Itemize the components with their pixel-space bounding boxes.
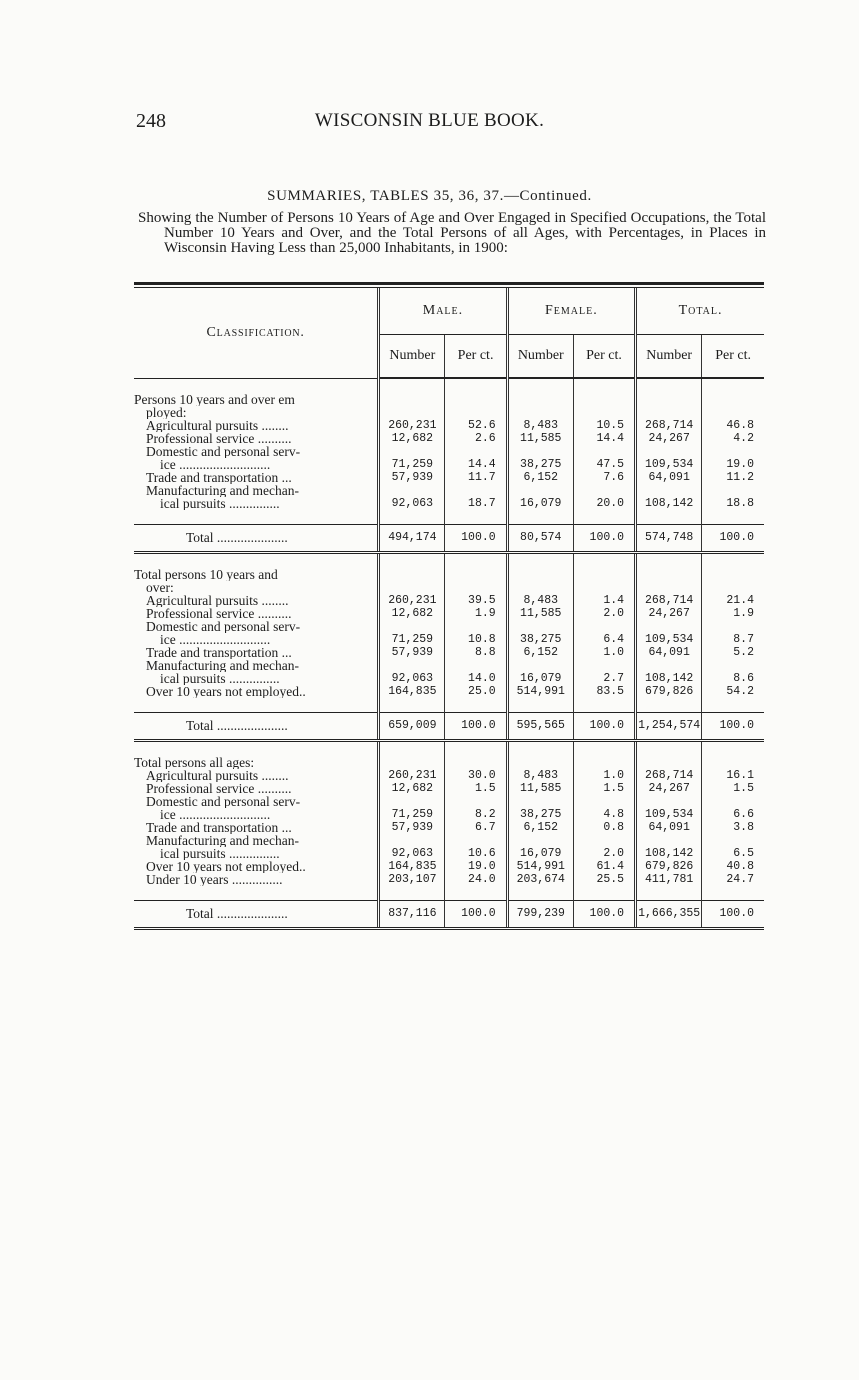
total-label: Total ..................... <box>134 900 379 928</box>
female-number-cell: 514,991 <box>507 860 573 873</box>
row-label-continued: ical pursuits ............... <box>160 846 280 860</box>
empty-cell <box>702 510 764 525</box>
male-percent-cell: 11.7 <box>445 471 507 484</box>
empty-cell <box>445 698 507 713</box>
female-percent-cell: 2.0 <box>573 607 635 620</box>
row-label-continued: ice ........................... <box>160 632 271 646</box>
female-number-cell: 799,239 <box>507 900 573 928</box>
row-label: Trade and transportation ... <box>146 470 292 484</box>
female-percent-cell: 0.8 <box>573 821 635 834</box>
empty-cell <box>507 552 573 581</box>
total-percent-cell: 1.9 <box>702 607 764 620</box>
empty-cell <box>702 795 764 808</box>
male-number-cell: 92,063 <box>379 497 445 510</box>
empty-cell <box>507 378 573 406</box>
male-percent-cell: 25.0 <box>445 685 507 698</box>
female-percent-cell: 61.4 <box>573 860 635 873</box>
total-percent-cell: 19.0 <box>702 458 764 471</box>
empty-cell <box>573 552 635 581</box>
total-number-header: Number <box>636 335 702 379</box>
total-number-cell: 1,666,355 <box>636 900 702 928</box>
female-percent-cell: 83.5 <box>573 685 635 698</box>
female-number-cell: 8,483 <box>507 769 573 782</box>
table-row <box>134 620 764 633</box>
empty-cell <box>573 886 635 901</box>
female-percent-cell: 1.0 <box>573 646 635 659</box>
empty-cell <box>445 378 507 406</box>
spacer-cell <box>134 698 379 713</box>
empty-cell <box>379 445 445 458</box>
male-number-cell: 837,116 <box>379 900 445 928</box>
empty-cell <box>573 406 635 419</box>
empty-cell <box>573 834 635 847</box>
empty-cell <box>507 484 573 497</box>
total-number-cell: 411,781 <box>636 873 702 886</box>
empty-cell <box>702 698 764 713</box>
male-number-cell: 92,063 <box>379 672 445 685</box>
page-number: 248 <box>136 110 166 132</box>
female-number-cell: 11,585 <box>507 432 573 445</box>
male-percent-cell: 24.0 <box>445 873 507 886</box>
empty-cell <box>702 378 764 406</box>
male-percent-cell: 2.6 <box>445 432 507 445</box>
male-number-cell: 659,009 <box>379 712 445 740</box>
empty-cell <box>573 581 635 594</box>
table-row <box>134 821 764 834</box>
male-percent-cell: 18.7 <box>445 497 507 510</box>
empty-cell <box>379 406 445 419</box>
total-percent-cell: 46.8 <box>702 419 764 432</box>
row-label: Manufacturing and mechan- <box>146 483 299 497</box>
male-percent-cell: 10.6 <box>445 847 507 860</box>
male-percent-cell: 6.7 <box>445 821 507 834</box>
male-percent-cell: 1.9 <box>445 607 507 620</box>
total-percent-cell: 54.2 <box>702 685 764 698</box>
empty-cell <box>636 552 702 581</box>
section-title-row <box>134 406 764 419</box>
table-row <box>134 847 764 860</box>
empty-cell <box>636 740 702 769</box>
empty-cell <box>445 620 507 633</box>
empty-cell <box>445 886 507 901</box>
female-percent-cell: 2.7 <box>573 672 635 685</box>
total-percent-cell: 16.1 <box>702 769 764 782</box>
section-title-row <box>134 378 764 406</box>
empty-cell <box>507 740 573 769</box>
row-label: Professional service .......... <box>146 431 292 445</box>
section-title-row <box>134 581 764 594</box>
female-number-cell: 514,991 <box>507 685 573 698</box>
empty-cell <box>445 552 507 581</box>
empty-cell <box>573 510 635 525</box>
empty-cell <box>507 659 573 672</box>
empty-cell <box>636 698 702 713</box>
total-number-cell: 64,091 <box>636 646 702 659</box>
male-number-cell: 494,174 <box>379 524 445 552</box>
empty-cell <box>379 740 445 769</box>
empty-cell <box>573 445 635 458</box>
section-title: Total persons 10 years and <box>134 566 278 581</box>
total-percent-cell: 11.2 <box>702 471 764 484</box>
table-row <box>134 808 764 821</box>
spacer-row <box>134 698 764 713</box>
total-percent-cell: 21.4 <box>702 594 764 607</box>
total-percent-cell: 18.8 <box>702 497 764 510</box>
empty-cell <box>573 378 635 406</box>
male-number-cell: 203,107 <box>379 873 445 886</box>
empty-cell <box>573 795 635 808</box>
row-label: Professional service .......... <box>146 606 292 620</box>
female-percent-cell: 20.0 <box>573 497 635 510</box>
female-number-cell: 16,079 <box>507 497 573 510</box>
total-row <box>134 524 764 552</box>
empty-cell <box>702 445 764 458</box>
table-row <box>134 795 764 808</box>
empty-cell <box>573 740 635 769</box>
row-label: Agricultural pursuits ........ <box>146 768 289 782</box>
row-label: Over 10 years not employed.. <box>146 684 306 698</box>
empty-cell <box>379 552 445 581</box>
empty-cell <box>379 834 445 847</box>
male-number-cell: 12,682 <box>379 432 445 445</box>
table-row <box>134 769 764 782</box>
total-number-cell: 108,142 <box>636 847 702 860</box>
male-header: Male. <box>379 288 507 335</box>
table-row <box>134 782 764 795</box>
female-number-cell: 11,585 <box>507 607 573 620</box>
male-number-cell: 71,259 <box>379 808 445 821</box>
empty-cell <box>507 834 573 847</box>
male-number-cell: 71,259 <box>379 633 445 646</box>
male-percent-cell: 14.0 <box>445 672 507 685</box>
table-row <box>134 607 764 620</box>
female-percent-cell: 100.0 <box>573 900 635 928</box>
table-row <box>134 646 764 659</box>
female-number-cell: 16,079 <box>507 847 573 860</box>
table-row <box>134 860 764 873</box>
empty-cell <box>445 581 507 594</box>
total-number-cell: 268,714 <box>636 594 702 607</box>
row-label: Under 10 years ............... <box>146 872 283 886</box>
row-label: Agricultural pursuits ........ <box>146 593 289 607</box>
female-number-cell: 80,574 <box>507 524 573 552</box>
female-percent-cell: 100.0 <box>573 524 635 552</box>
table-row <box>134 873 764 886</box>
empty-cell <box>379 795 445 808</box>
male-percent-cell: 8.2 <box>445 808 507 821</box>
empty-cell <box>507 510 573 525</box>
female-header: Female. <box>507 288 635 335</box>
male-number-header: Number <box>379 335 445 379</box>
total-percent-cell: 100.0 <box>702 524 764 552</box>
empty-cell <box>379 510 445 525</box>
total-number-cell: 109,534 <box>636 808 702 821</box>
male-number-cell: 57,939 <box>379 821 445 834</box>
row-label: Professional service .......... <box>146 781 292 795</box>
male-number-cell: 92,063 <box>379 847 445 860</box>
running-title: WISCONSIN BLUE BOOK. <box>314 110 545 131</box>
female-percent-header: Per ct. <box>573 335 635 379</box>
total-percent-cell: 4.2 <box>702 432 764 445</box>
empty-cell <box>445 659 507 672</box>
row-label: Trade and transportation ... <box>146 645 292 659</box>
empty-cell <box>702 659 764 672</box>
female-number-cell: 8,483 <box>507 419 573 432</box>
empty-cell <box>445 484 507 497</box>
total-percent-cell: 24.7 <box>702 873 764 886</box>
female-percent-cell: 47.5 <box>573 458 635 471</box>
empty-cell <box>636 834 702 847</box>
empty-cell <box>507 581 573 594</box>
male-percent-cell: 8.8 <box>445 646 507 659</box>
section-title-row <box>134 552 764 581</box>
empty-cell <box>702 552 764 581</box>
female-number-cell: 11,585 <box>507 782 573 795</box>
male-number-cell: 164,835 <box>379 685 445 698</box>
row-label-continued: ice ........................... <box>160 807 271 821</box>
total-number-cell: 24,267 <box>636 782 702 795</box>
empty-cell <box>379 581 445 594</box>
male-number-cell: 260,231 <box>379 594 445 607</box>
female-number-cell: 16,079 <box>507 672 573 685</box>
male-number-cell: 12,682 <box>379 782 445 795</box>
empty-cell <box>507 445 573 458</box>
male-percent-cell: 10.8 <box>445 633 507 646</box>
female-number-cell: 6,152 <box>507 821 573 834</box>
table-body <box>134 378 764 928</box>
male-percent-cell: 52.6 <box>445 419 507 432</box>
table-caption: SUMMARIES, TABLES 35, 36, 37.—Continued. <box>267 188 592 204</box>
row-label: Agricultural pursuits ........ <box>146 418 289 432</box>
male-percent-cell: 30.0 <box>445 769 507 782</box>
empty-cell <box>573 659 635 672</box>
table-row <box>134 685 764 698</box>
male-number-cell: 71,259 <box>379 458 445 471</box>
empty-cell <box>379 886 445 901</box>
male-number-cell: 260,231 <box>379 419 445 432</box>
total-header: Total. <box>636 288 764 335</box>
total-number-cell: 108,142 <box>636 672 702 685</box>
empty-cell <box>507 886 573 901</box>
total-label: Total ..................... <box>134 524 379 552</box>
empty-cell <box>636 795 702 808</box>
empty-cell <box>379 659 445 672</box>
total-number-cell: 64,091 <box>636 471 702 484</box>
female-number-cell: 6,152 <box>507 646 573 659</box>
empty-cell <box>445 740 507 769</box>
total-number-cell: 679,826 <box>636 860 702 873</box>
table-row <box>134 633 764 646</box>
spacer-row <box>134 510 764 525</box>
female-number-cell: 38,275 <box>507 458 573 471</box>
female-percent-cell: 25.5 <box>573 873 635 886</box>
empty-cell <box>702 886 764 901</box>
female-number-cell: 8,483 <box>507 594 573 607</box>
male-percent-header: Per ct. <box>445 335 507 379</box>
male-percent-cell: 100.0 <box>445 900 507 928</box>
table-row <box>134 471 764 484</box>
spacer-cell <box>134 886 379 901</box>
total-percent-cell: 1.5 <box>702 782 764 795</box>
empty-cell <box>636 886 702 901</box>
empty-cell <box>445 834 507 847</box>
total-number-cell: 268,714 <box>636 419 702 432</box>
table-row <box>134 484 764 497</box>
row-label: Domestic and personal serv- <box>146 444 301 458</box>
table-row <box>134 432 764 445</box>
row-label-continued: ical pursuits ............... <box>160 671 280 685</box>
section-title: Total persons all ages: <box>134 754 255 769</box>
total-percent-cell: 3.8 <box>702 821 764 834</box>
total-number-cell: 108,142 <box>636 497 702 510</box>
empty-cell <box>445 406 507 419</box>
male-number-cell: 57,939 <box>379 471 445 484</box>
table-row <box>134 445 764 458</box>
table-row <box>134 594 764 607</box>
table-row <box>134 672 764 685</box>
table-row <box>134 834 764 847</box>
male-number-cell: 57,939 <box>379 646 445 659</box>
empty-cell <box>379 484 445 497</box>
male-percent-cell: 100.0 <box>445 712 507 740</box>
empty-cell <box>702 620 764 633</box>
total-number-cell: 109,534 <box>636 633 702 646</box>
male-percent-cell: 14.4 <box>445 458 507 471</box>
section-title-continued: ployed: <box>146 405 187 419</box>
female-percent-cell: 100.0 <box>573 712 635 740</box>
empty-cell <box>636 581 702 594</box>
empty-cell <box>573 620 635 633</box>
table-description: Showing the Number of Persons 10 Years of Age and Over Engaged in Specified Occupations, the Total Number 10 Years and Over, and the Total Persons of all Ages, with Percentages, in Places in Wisconsin Having Less than 25,000 Inhabitants, in 1900: <box>138 210 766 256</box>
spacer-cell <box>134 510 379 525</box>
male-number-cell: 12,682 <box>379 607 445 620</box>
total-row <box>134 900 764 928</box>
empty-cell <box>702 834 764 847</box>
section-title-row <box>134 740 764 769</box>
total-percent-cell: 100.0 <box>702 712 764 740</box>
empty-cell <box>702 484 764 497</box>
table-row <box>134 458 764 471</box>
female-percent-cell: 1.0 <box>573 769 635 782</box>
total-number-cell: 268,714 <box>636 769 702 782</box>
total-label: Total ..................... <box>134 712 379 740</box>
male-number-cell: 260,231 <box>379 769 445 782</box>
empty-cell <box>636 406 702 419</box>
female-number-cell: 6,152 <box>507 471 573 484</box>
female-percent-cell: 10.5 <box>573 419 635 432</box>
empty-cell <box>573 698 635 713</box>
total-percent-cell: 8.7 <box>702 633 764 646</box>
row-label: Manufacturing and mechan- <box>146 833 299 847</box>
empty-cell <box>379 698 445 713</box>
female-number-header: Number <box>507 335 573 379</box>
male-percent-cell: 100.0 <box>445 524 507 552</box>
table-row <box>134 659 764 672</box>
empty-cell <box>379 620 445 633</box>
page-header <box>0 110 859 136</box>
total-number-cell: 109,534 <box>636 458 702 471</box>
male-percent-cell: 39.5 <box>445 594 507 607</box>
female-number-cell: 38,275 <box>507 808 573 821</box>
empty-cell <box>636 378 702 406</box>
table-row <box>134 419 764 432</box>
empty-cell <box>573 484 635 497</box>
female-number-cell: 38,275 <box>507 633 573 646</box>
total-percent-cell: 6.5 <box>702 847 764 860</box>
spacer-row <box>134 886 764 901</box>
occupation-table <box>134 282 764 930</box>
female-percent-cell: 1.5 <box>573 782 635 795</box>
total-number-cell: 1,254,574 <box>636 712 702 740</box>
total-percent-cell: 40.8 <box>702 860 764 873</box>
row-label: Over 10 years not employed.. <box>146 859 306 873</box>
empty-cell <box>702 740 764 769</box>
female-percent-cell: 14.4 <box>573 432 635 445</box>
table-row <box>134 497 764 510</box>
female-percent-cell: 7.6 <box>573 471 635 484</box>
section-title: Persons 10 years and over em <box>134 391 295 406</box>
empty-cell <box>636 510 702 525</box>
female-percent-cell: 1.4 <box>573 594 635 607</box>
row-label: Domestic and personal serv- <box>146 619 301 633</box>
male-percent-cell: 1.5 <box>445 782 507 795</box>
total-percent-cell: 100.0 <box>702 900 764 928</box>
empty-cell <box>636 445 702 458</box>
row-label-continued: ice ........................... <box>160 457 271 471</box>
empty-cell <box>445 510 507 525</box>
total-percent-cell: 5.2 <box>702 646 764 659</box>
female-number-cell: 595,565 <box>507 712 573 740</box>
female-percent-cell: 6.4 <box>573 633 635 646</box>
total-number-cell: 64,091 <box>636 821 702 834</box>
row-label: Domestic and personal serv- <box>146 794 301 808</box>
empty-cell <box>445 445 507 458</box>
empty-cell <box>507 698 573 713</box>
row-label: Manufacturing and mechan- <box>146 658 299 672</box>
total-percent-cell: 8.6 <box>702 672 764 685</box>
empty-cell <box>507 795 573 808</box>
empty-cell <box>636 484 702 497</box>
female-number-cell: 203,674 <box>507 873 573 886</box>
male-percent-cell: 19.0 <box>445 860 507 873</box>
total-number-cell: 679,826 <box>636 685 702 698</box>
empty-cell <box>702 581 764 594</box>
classification-header: Classification. <box>134 288 379 378</box>
male-number-cell: 164,835 <box>379 860 445 873</box>
empty-cell <box>636 620 702 633</box>
total-number-cell: 574,748 <box>636 524 702 552</box>
total-number-cell: 24,267 <box>636 607 702 620</box>
empty-cell <box>507 620 573 633</box>
row-label: Trade and transportation ... <box>146 820 292 834</box>
section-title-continued: over: <box>146 580 174 594</box>
female-percent-cell: 2.0 <box>573 847 635 860</box>
empty-cell <box>507 406 573 419</box>
total-number-cell: 24,267 <box>636 432 702 445</box>
total-row <box>134 712 764 740</box>
empty-cell <box>379 378 445 406</box>
empty-cell <box>636 659 702 672</box>
total-percent-header: Per ct. <box>702 335 764 379</box>
female-percent-cell: 4.8 <box>573 808 635 821</box>
row-label-continued: ical pursuits ............... <box>160 496 280 510</box>
total-percent-cell: 6.6 <box>702 808 764 821</box>
empty-cell <box>702 406 764 419</box>
empty-cell <box>445 795 507 808</box>
